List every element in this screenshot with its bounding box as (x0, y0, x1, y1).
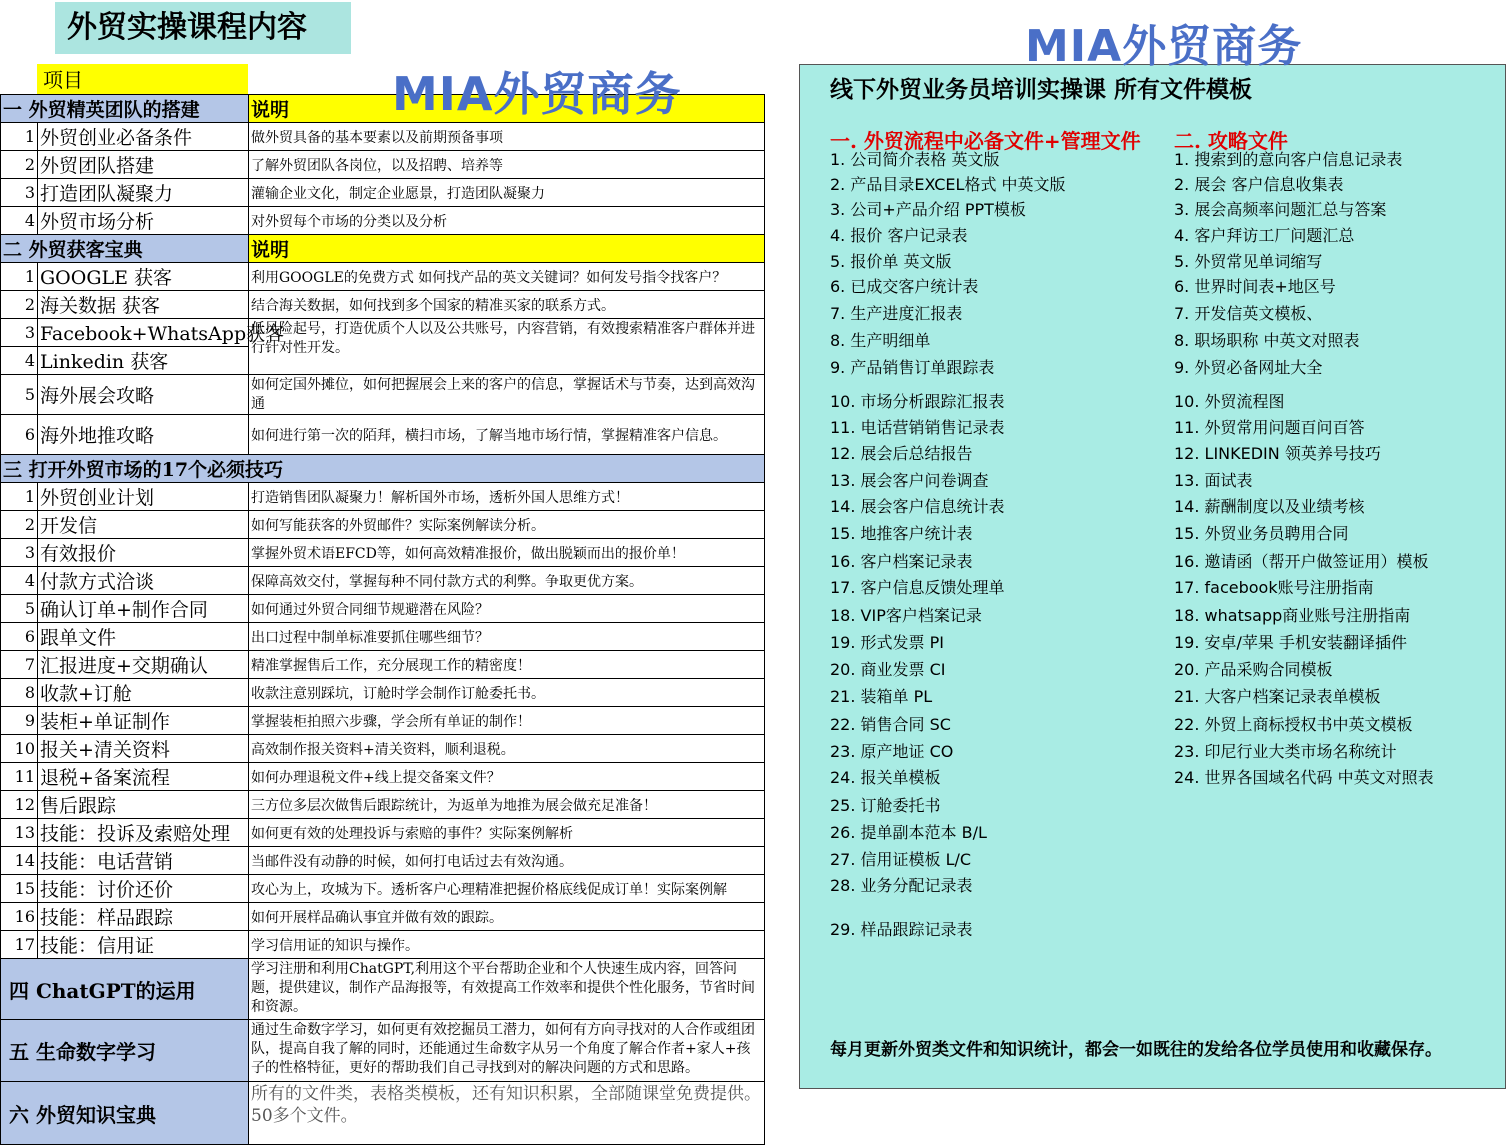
table-row: 6 跟单文件 出口过程中制单标准要抓住哪些细节？ (1, 623, 765, 651)
list-item: 20. 产品采购合同模板 (1174, 660, 1333, 679)
list-item: 29. 样品跟踪记录表 (830, 920, 973, 939)
list-item: 17. facebook账号注册指南 (1174, 578, 1374, 597)
list-item: 24. 世界各国域名代码 中英文对照表 (1174, 768, 1434, 787)
list-item: 9. 外贸必备网址大全 (1174, 358, 1323, 377)
list-item: 4. 报价 客户记录表 (830, 226, 968, 245)
table-row: 2 开发信 如何写能获客的外贸邮件？实际案例解读分析。 (1, 511, 765, 539)
watermark-logo: MIA外贸商务 (1025, 21, 1303, 72)
course-table (0, 94, 765, 1145)
column-heading-strategy-files: 二. 攻略文件 (1174, 129, 1288, 153)
table-row: 1 外贸创业计划 打造销售团队凝聚力！解析国外市场，透析外国人思维方式！ (1, 483, 765, 511)
list-item: 14. 展会客户信息统计表 (830, 497, 1005, 516)
list-item: 13. 面试表 (1174, 471, 1253, 490)
table-row: 15 技能：讨价还价 攻心为上，攻城为下。透析客户心理精准把握价格底线促成订单！实际案例解 (1, 875, 765, 903)
list-item: 23. 印尼行业大类市场名称统计 (1174, 742, 1397, 761)
list-item: 18. VIP客户档案记录 (830, 606, 982, 625)
list-item: 2. 产品目录EXCEL格式 中英文版 (830, 175, 1066, 194)
table-row: 10 报关+清关资料 高效制作报关资料+清关资料，顺利退税。 (1, 735, 765, 763)
list-item: 12. 展会后总结报告 (830, 444, 973, 463)
list-item: 5. 外贸常见单词缩写 (1174, 252, 1323, 271)
list-item: 10. 市场分析跟踪汇报表 (830, 392, 1005, 411)
watermark-logo: MIA外贸商务 (392, 67, 682, 121)
list-item: 12. LINKEDIN 领英养号技巧 (1174, 444, 1381, 463)
list-item: 24. 报关单模板 (830, 768, 941, 787)
table-row: 7 汇报进度+交期确认 精准掌握售后工作，充分展现工作的精密度！ (1, 651, 765, 679)
table-row: 11 退税+备案流程 如何办理退税文件+线上提交备案文件？ (1, 763, 765, 791)
list-item: 15. 地推客户统计表 (830, 524, 973, 543)
list-item: 3. 公司+产品介绍 PPT模板 (830, 200, 1026, 219)
list-item: 17. 客户信息反馈处理单 (830, 578, 1005, 597)
table-row: 12 售后跟踪 三方位多层次做售后跟踪统计，为返单为地推为展会做充足准备！ (1, 791, 765, 819)
section-header: 三 打开外贸市场的17个必须技巧 (1, 455, 765, 483)
table-row: 3 Facebook+WhatsApp获客 低风险起号，打造优质个人以及公共账号，内容营销，有效搜索精准客户群体并进行针对性开发。 (1, 319, 765, 347)
column-heading-required-files: 一. 外贸流程中必备文件+管理文件 (830, 129, 1141, 153)
table-row: 2 海关数据 获客 结合海关数据，如何找到多个国家的精准买家的联系方式。 (1, 291, 765, 319)
list-item: 22. 销售合同 SC (830, 715, 951, 734)
list-item: 2. 展会 客户信息收集表 (1174, 175, 1344, 194)
table-row: 3 打造团队凝聚力 灌输企业文化，制定企业愿景，打造团队凝聚力 (1, 179, 765, 207)
list-item: 10. 外贸流程图 (1174, 392, 1285, 411)
list-item: 1. 搜索到的意向客户信息记录表 (1174, 150, 1403, 169)
table-row: 8 收款+订舱 收款注意别踩坑，订舱时学会制作订舱委托书。 (1, 679, 765, 707)
list-item: 7. 生产进度汇报表 (830, 304, 963, 323)
list-item: 7. 开发信英文模板、 (1174, 304, 1323, 323)
column-header-project: 项目 (37, 64, 248, 94)
page-title: 外贸实操课程内容 (55, 2, 351, 54)
list-item: 22. 外贸上商标授权书中英文模板 (1174, 715, 1413, 734)
list-item: 1. 公司简介表格 英文版 (830, 150, 1000, 169)
list-item: 3. 展会高频率问题汇总与答案 (1174, 200, 1387, 219)
list-item: 21. 大客户档案记录表单模板 (1174, 687, 1381, 706)
list-item: 20. 商业发票 CI (830, 660, 946, 679)
table-row: 6 海外地推攻略 如何进行第一次的陌拜，横扫市场，了解当地市场行情，掌握精准客户信息。 (1, 415, 765, 455)
list-item: 21. 装箱单 PL (830, 687, 933, 706)
table-row: 5 海外展会攻略 如何定国外摊位，如何把握展会上来的客户的信息，掌握话术与节奏，达到高效沟通 (1, 375, 765, 415)
list-item: 19. 安卓/苹果 手机安装翻译插件 (1174, 633, 1408, 652)
list-item: 23. 原产地证 CO (830, 742, 954, 761)
list-item: 15. 外贸业务员聘用合同 (1174, 524, 1349, 543)
list-item: 28. 业务分配记录表 (830, 876, 973, 895)
panel-title: 线下外贸业务员培训实操课 所有文件模板 (830, 77, 1253, 103)
table-row: 14 技能：电话营销 当邮件没有动静的时候，如何打电话过去有效沟通。 (1, 847, 765, 875)
list-item: 14. 薪酬制度以及业绩考核 (1174, 497, 1365, 516)
table-row: 9 装柜+单证制作 掌握装柜拍照六步骤，学会所有单证的制作！ (1, 707, 765, 735)
list-item: 9. 产品销售订单跟踪表 (830, 358, 995, 377)
list-item: 5. 报价单 英文版 (830, 252, 952, 271)
list-item: 6. 已成交客户统计表 (830, 277, 979, 296)
list-item: 18. whatsapp商业账号注册指南 (1174, 606, 1411, 625)
table-row: 1 外贸创业必备条件 做外贸具备的基本要素以及前期预备事项 (1, 123, 765, 151)
table-row: 2 外贸团队搭建 了解外贸团队各岗位，以及招聘、培养等 (1, 151, 765, 179)
list-item: 26. 提单副本范本 B/L (830, 823, 987, 842)
table-row: 13 技能：投诉及索赔处理 如何更有效的处理投诉与索赔的事件？实际案例解析 (1, 819, 765, 847)
list-item: 4. 客户拜访工厂问题汇总 (1174, 226, 1355, 245)
list-item: 25. 订舱委托书 (830, 796, 941, 815)
table-row: 17 技能：信用证 学习信用证的知识与操作。 (1, 931, 765, 959)
list-item: 16. 邀请函（帮开户做签证用）模板 (1174, 552, 1429, 571)
section-header: 一 外贸精英团队的搭建 说明 (1, 95, 765, 123)
list-item: 13. 展会客户问卷调查 (830, 471, 989, 490)
list-item: 11. 电话营销销售记录表 (830, 418, 1005, 437)
footer-note: 每月更新外贸类文件和知识统计，都会一如既往的发给各位学员使用和收藏保存。 (830, 1040, 1442, 1060)
table-row: 4 外贸市场分析 对外贸每个市场的分类以及分析 (1, 207, 765, 235)
list-item: 19. 形式发票 PI (830, 633, 944, 652)
list-item: 8. 职场职称 中英文对照表 (1174, 331, 1360, 350)
table-row: 5 确认订单+制作合同 如何通过外贸合同细节规避潜在风险？ (1, 595, 765, 623)
table-row: 4 付款方式洽谈 保障高效交付，掌握每种不同付款方式的利弊。争取更优方案。 (1, 567, 765, 595)
table-row: 1 GOOGLE 获客 利用GOOGLE的免费方式 如何找产品的英文关键词？如何发号指令找客户？ (1, 263, 765, 291)
table-row: 五 生命数字学习 通过生命数字学习，如何更有效挖掘员工潜力，如何有方向寻找对的人合作或组团队，提高自我了解的同时，还能通过生命数字从另一个角度了解合作者+家人+孩子的性格特征，更好的帮助我们自己寻找到对的解决问题的方式和思路。 (1, 1020, 765, 1082)
file-templates-panel (799, 64, 1506, 1089)
list-item: 6. 世界时间表+地区号 (1174, 277, 1336, 296)
list-item: 27. 信用证模板 L/C (830, 850, 972, 869)
list-item: 11. 外贸常用问题百问百答 (1174, 418, 1365, 437)
course-content-sheet (0, 0, 765, 1127)
table-row: 四 ChatGPT的运用 学习注册和利用ChatGPT,利用这个平台帮助企业和个人快速生成内容，回答问题，提供建议，制作产品海报等，有效提高工作效率和提供个性化服务，节省时间和资源。 (1, 959, 765, 1020)
table-row: 六 外贸知识宝典 所有的文件类，表格类模板，还有知识积累，全部随课堂免费提供。 50多个文件。 (1, 1082, 765, 1145)
section-header: 二 外贸获客宝典 说明 (1, 235, 765, 263)
list-item: 8. 生产明细单 (830, 331, 931, 350)
table-row: 4 Linkedin 获客 (1, 347, 765, 375)
table-row: 16 技能：样品跟踪 如何开展样品确认事宜并做有效的跟踪。 (1, 903, 765, 931)
table-row: 3 有效报价 掌握外贸术语EFCD等，如何高效精准报价，做出脱颖而出的报价单！ (1, 539, 765, 567)
list-item: 16. 客户档案记录表 (830, 552, 973, 571)
